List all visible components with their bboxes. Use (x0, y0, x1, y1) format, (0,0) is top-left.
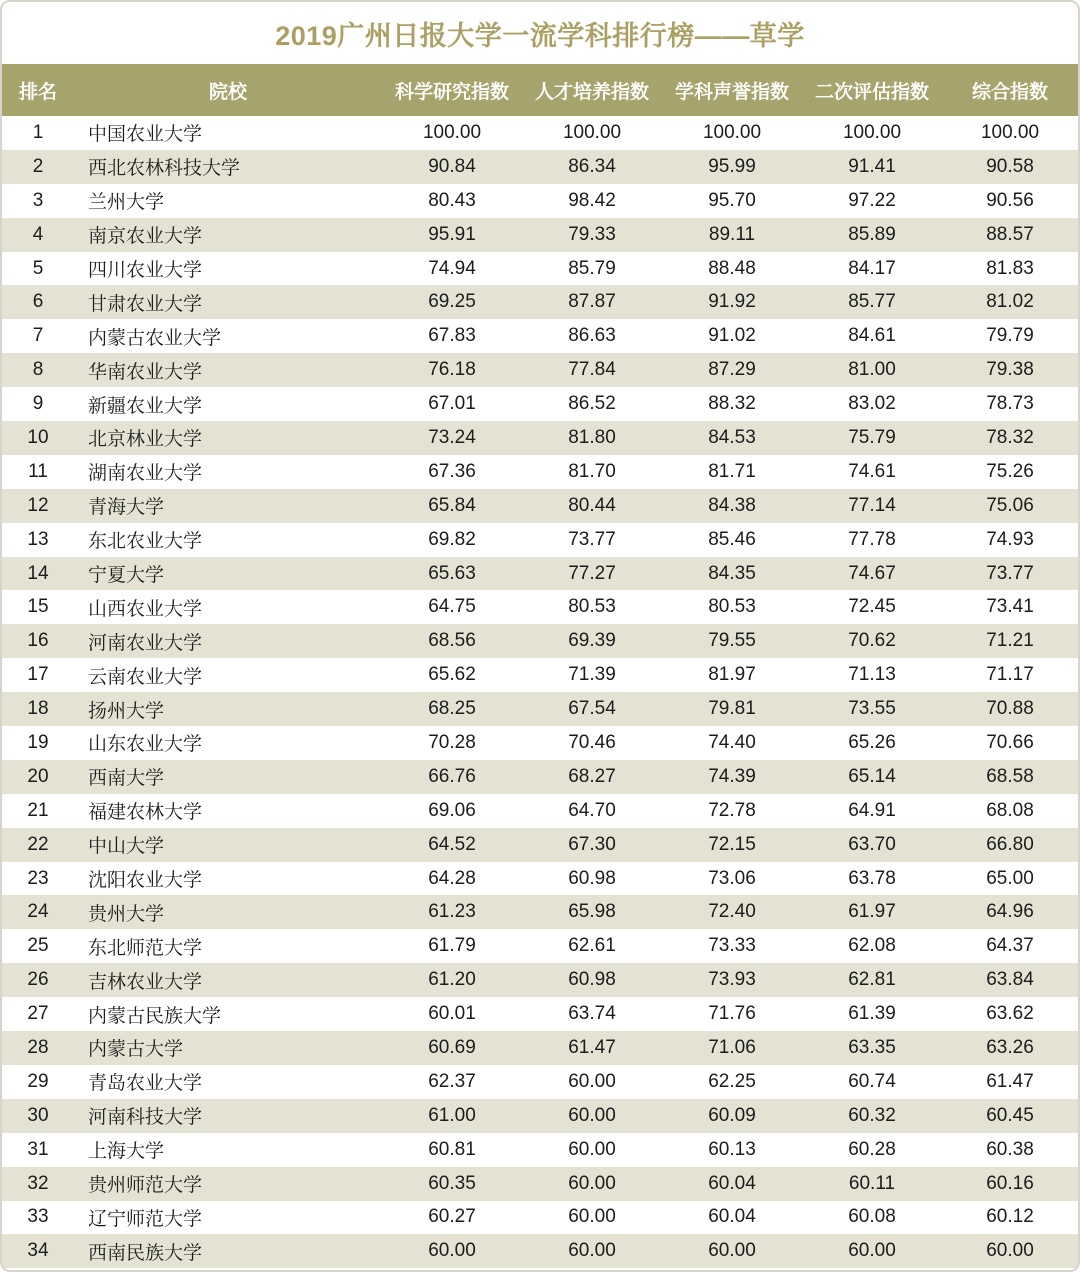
composite-score-cell: 81.83 (986, 257, 1034, 279)
table-row (2, 421, 1078, 455)
talent-score-cell: 63.74 (568, 1003, 616, 1025)
research-score-cell: 65.84 (428, 494, 476, 516)
talent-score-cell: 61.47 (568, 1036, 616, 1058)
secondary-score-cell: 91.41 (848, 155, 896, 177)
rank-cell: 1 (32, 121, 44, 143)
reputation-score-cell: 60.09 (708, 1104, 756, 1126)
research-score-cell: 80.43 (428, 189, 476, 211)
talent-score-cell: 60.98 (568, 969, 616, 991)
talent-score-cell: 98.42 (568, 189, 616, 211)
table-row (2, 252, 1078, 286)
talent-score-cell: 60.00 (568, 1070, 616, 1092)
table-row (2, 218, 1078, 252)
talent-score-cell: 64.70 (568, 799, 616, 821)
reputation-score-cell: 72.78 (708, 799, 756, 821)
reputation-score-cell: 72.15 (708, 833, 756, 855)
secondary-score-cell: 97.22 (848, 189, 896, 211)
rank-cell: 20 (27, 765, 49, 787)
university-cell: 内蒙古大学 (88, 1039, 184, 1061)
university-cell: 贵州师范大学 (88, 1175, 203, 1197)
talent-score-cell: 60.00 (568, 1206, 616, 1228)
university-cell: 内蒙古农业大学 (88, 327, 222, 349)
research-score-cell: 67.36 (428, 460, 476, 482)
talent-score-cell: 71.39 (568, 664, 616, 686)
rank-cell: 18 (27, 698, 49, 720)
university-cell: 西南民族大学 (88, 1242, 203, 1264)
university-cell: 南京农业大学 (88, 226, 203, 248)
rank-cell: 32 (27, 1172, 49, 1194)
secondary-score-cell: 63.78 (848, 867, 896, 889)
university-cell: 东北农业大学 (88, 531, 203, 553)
table-row (2, 828, 1078, 862)
composite-score-cell: 60.00 (986, 1240, 1034, 1262)
research-score-cell: 61.23 (428, 901, 476, 923)
talent-score-cell: 80.44 (568, 494, 616, 516)
table-row (2, 523, 1078, 557)
table-row (2, 1234, 1078, 1268)
research-score-cell: 65.62 (428, 664, 476, 686)
reputation-score-cell: 71.76 (708, 1003, 756, 1025)
university-cell: 北京林业大学 (88, 429, 203, 451)
university-cell: 东北师范大学 (88, 937, 203, 959)
table-row (2, 590, 1078, 624)
table-row (2, 285, 1078, 319)
reputation-score-cell: 60.04 (708, 1172, 756, 1194)
rank-cell: 8 (32, 359, 44, 381)
research-score-cell: 65.63 (428, 562, 476, 584)
table-row (2, 184, 1078, 218)
research-score-cell: 60.69 (428, 1036, 476, 1058)
reputation-score-cell: 72.40 (708, 901, 756, 923)
talent-score-cell: 65.98 (568, 901, 616, 923)
research-score-cell: 76.18 (428, 359, 476, 381)
talent-score-cell: 77.27 (568, 562, 616, 584)
rank-cell: 21 (27, 799, 49, 821)
research-score-cell: 74.94 (428, 257, 476, 279)
composite-score-cell: 78.73 (986, 393, 1034, 415)
secondary-score-cell: 85.77 (848, 291, 896, 313)
talent-score-cell: 81.80 (568, 426, 616, 448)
university-cell: 云南农业大学 (88, 666, 203, 688)
table-row (2, 760, 1078, 794)
research-score-cell: 69.82 (428, 528, 476, 550)
reputation-score-cell: 60.13 (708, 1138, 756, 1160)
rank-cell: 33 (27, 1206, 49, 1228)
rank-cell: 30 (27, 1104, 49, 1126)
composite-score-cell: 88.57 (986, 223, 1034, 245)
rank-cell: 34 (27, 1240, 49, 1262)
table-row (2, 557, 1078, 591)
talent-score-cell: 67.30 (568, 833, 616, 855)
secondary-score-cell: 84.17 (848, 257, 896, 279)
composite-score-cell: 74.93 (986, 528, 1034, 550)
secondary-score-cell: 63.70 (848, 833, 896, 855)
university-cell: 内蒙古民族大学 (88, 1005, 222, 1027)
rank-cell: 26 (27, 969, 49, 991)
composite-score-cell: 90.56 (986, 189, 1034, 211)
column-header-composite-index: 综合指数 (942, 64, 1078, 116)
secondary-score-cell: 77.14 (848, 494, 896, 516)
secondary-score-cell: 75.79 (848, 426, 896, 448)
rank-cell: 17 (27, 664, 49, 686)
table-row (2, 1167, 1078, 1201)
table-row (2, 692, 1078, 726)
talent-score-cell: 85.79 (568, 257, 616, 279)
research-score-cell: 95.91 (428, 223, 476, 245)
talent-score-cell: 62.61 (568, 935, 616, 957)
university-cell: 吉林农业大学 (88, 971, 203, 993)
research-score-cell: 64.28 (428, 867, 476, 889)
composite-score-cell: 73.77 (986, 562, 1034, 584)
rank-cell: 29 (27, 1070, 49, 1092)
composite-score-cell: 79.79 (986, 325, 1034, 347)
reputation-score-cell: 79.81 (708, 698, 756, 720)
composite-score-cell: 75.26 (986, 460, 1034, 482)
rank-cell: 28 (27, 1036, 49, 1058)
university-cell: 宁夏大学 (88, 565, 165, 587)
table-row (2, 319, 1078, 353)
table-row (2, 929, 1078, 963)
university-cell: 扬州大学 (88, 700, 165, 722)
rank-cell: 15 (27, 596, 49, 618)
reputation-score-cell: 91.02 (708, 325, 756, 347)
secondary-score-cell: 85.89 (848, 223, 896, 245)
talent-score-cell: 60.98 (568, 867, 616, 889)
table-header-row (2, 64, 1078, 116)
research-score-cell: 60.01 (428, 1003, 476, 1025)
talent-score-cell: 86.63 (568, 325, 616, 347)
reputation-score-cell: 85.46 (708, 528, 756, 550)
reputation-score-cell: 74.40 (708, 731, 756, 753)
rank-cell: 22 (27, 833, 49, 855)
table-row (2, 726, 1078, 760)
secondary-score-cell: 63.35 (848, 1036, 896, 1058)
talent-score-cell: 70.46 (568, 731, 616, 753)
rank-cell: 9 (32, 393, 44, 415)
secondary-score-cell: 77.78 (848, 528, 896, 550)
talent-score-cell: 69.39 (568, 630, 616, 652)
research-score-cell: 69.06 (428, 799, 476, 821)
reputation-score-cell: 91.92 (708, 291, 756, 313)
rank-cell: 31 (27, 1138, 49, 1160)
rank-cell: 13 (27, 528, 49, 550)
composite-score-cell: 63.62 (986, 1003, 1034, 1025)
secondary-score-cell: 81.00 (848, 359, 896, 381)
table-row (2, 1031, 1078, 1065)
secondary-score-cell: 61.97 (848, 901, 896, 923)
talent-score-cell: 60.00 (568, 1138, 616, 1160)
reputation-score-cell: 79.55 (708, 630, 756, 652)
research-score-cell: 64.52 (428, 833, 476, 855)
reputation-score-cell: 88.32 (708, 393, 756, 415)
university-cell: 山东农业大学 (88, 734, 203, 756)
composite-score-cell: 73.41 (986, 596, 1034, 618)
composite-score-cell: 61.47 (986, 1070, 1034, 1092)
rank-cell: 2 (32, 155, 44, 177)
rank-cell: 3 (32, 189, 44, 211)
research-score-cell: 70.28 (428, 731, 476, 753)
table-header (2, 64, 1078, 116)
composite-score-cell: 78.32 (986, 426, 1034, 448)
secondary-score-cell: 61.39 (848, 1003, 896, 1025)
composite-score-cell: 70.66 (986, 731, 1034, 753)
secondary-score-cell: 74.61 (848, 460, 896, 482)
university-cell: 西北农林科技大学 (88, 158, 241, 180)
composite-score-cell: 75.06 (986, 494, 1034, 516)
rank-cell: 10 (27, 426, 49, 448)
composite-score-cell: 70.88 (986, 698, 1034, 720)
table-row (2, 1099, 1078, 1133)
table-row (2, 387, 1078, 421)
composite-score-cell: 63.84 (986, 969, 1034, 991)
table-row (2, 489, 1078, 523)
secondary-score-cell: 60.11 (848, 1172, 896, 1194)
secondary-score-cell: 84.61 (848, 325, 896, 347)
talent-score-cell: 86.34 (568, 155, 616, 177)
rank-cell: 24 (27, 901, 49, 923)
composite-score-cell: 71.21 (986, 630, 1034, 652)
university-cell: 沈阳农业大学 (88, 870, 203, 892)
table-row (2, 1201, 1078, 1235)
composite-score-cell: 60.45 (986, 1104, 1034, 1126)
table-row (2, 862, 1078, 896)
talent-score-cell: 68.27 (568, 765, 616, 787)
reputation-score-cell: 60.04 (708, 1206, 756, 1228)
composite-score-cell: 65.00 (986, 867, 1034, 889)
talent-score-cell: 60.00 (568, 1240, 616, 1262)
column-header-talent-index: 人才培养指数 (522, 64, 662, 116)
composite-score-cell: 100.00 (980, 121, 1040, 143)
reputation-score-cell: 71.06 (708, 1036, 756, 1058)
talent-score-cell: 77.84 (568, 359, 616, 381)
composite-score-cell: 60.12 (986, 1206, 1034, 1228)
table-row (2, 150, 1078, 184)
reputation-score-cell: 100.00 (702, 121, 762, 143)
table-row (2, 997, 1078, 1031)
ranking-table (2, 64, 1078, 1268)
university-cell: 甘肃农业大学 (88, 293, 203, 315)
rank-cell: 14 (27, 562, 49, 584)
university-cell: 贵州大学 (88, 903, 165, 925)
table-row (2, 1133, 1078, 1167)
secondary-score-cell: 71.13 (848, 664, 896, 686)
table-row (2, 895, 1078, 929)
reputation-score-cell: 73.93 (708, 969, 756, 991)
research-score-cell: 73.24 (428, 426, 476, 448)
column-header-secondary-index: 二次评估指数 (802, 64, 942, 116)
talent-score-cell: 80.53 (568, 596, 616, 618)
rank-cell: 6 (32, 291, 44, 313)
composite-score-cell: 60.16 (986, 1172, 1034, 1194)
talent-score-cell: 73.77 (568, 528, 616, 550)
secondary-score-cell: 83.02 (848, 393, 896, 415)
research-score-cell: 60.81 (428, 1138, 476, 1160)
composite-score-cell: 81.02 (986, 291, 1034, 313)
research-score-cell: 60.35 (428, 1172, 476, 1194)
university-cell: 青岛农业大学 (88, 1073, 203, 1095)
secondary-score-cell: 60.32 (848, 1104, 896, 1126)
secondary-score-cell: 60.74 (848, 1070, 896, 1092)
secondary-score-cell: 73.55 (848, 698, 896, 720)
talent-score-cell: 60.00 (568, 1104, 616, 1126)
secondary-score-cell: 60.28 (848, 1138, 896, 1160)
composite-score-cell: 79.38 (986, 359, 1034, 381)
secondary-score-cell: 60.08 (848, 1206, 896, 1228)
composite-score-cell: 64.96 (986, 901, 1034, 923)
rank-cell: 27 (27, 1003, 49, 1025)
university-cell: 西南大学 (88, 768, 165, 790)
secondary-score-cell: 72.45 (848, 596, 896, 618)
secondary-score-cell: 62.08 (848, 935, 896, 957)
university-cell: 上海大学 (88, 1141, 165, 1163)
table-row (2, 455, 1078, 489)
rank-cell: 19 (27, 731, 49, 753)
talent-score-cell: 81.70 (568, 460, 616, 482)
composite-score-cell: 66.80 (986, 833, 1034, 855)
talent-score-cell: 86.52 (568, 393, 616, 415)
table-row (2, 963, 1078, 997)
university-cell: 华南农业大学 (88, 361, 203, 383)
table-row (2, 794, 1078, 828)
secondary-score-cell: 62.81 (848, 969, 896, 991)
column-header-reputation-index: 学科声誉指数 (662, 64, 802, 116)
composite-score-cell: 64.37 (986, 935, 1034, 957)
reputation-score-cell: 62.25 (708, 1070, 756, 1092)
talent-score-cell: 87.87 (568, 291, 616, 313)
university-cell: 中国农业大学 (88, 124, 203, 146)
composite-score-cell: 68.58 (986, 765, 1034, 787)
university-cell: 河南科技大学 (88, 1107, 203, 1129)
table-row (2, 658, 1078, 692)
composite-score-cell: 90.58 (986, 155, 1034, 177)
university-cell: 福建农林大学 (88, 802, 203, 824)
composite-score-cell: 63.26 (986, 1036, 1034, 1058)
secondary-score-cell: 64.91 (848, 799, 896, 821)
rank-cell: 23 (27, 867, 49, 889)
secondary-score-cell: 70.62 (848, 630, 896, 652)
research-score-cell: 64.75 (428, 596, 476, 618)
rank-cell: 12 (27, 494, 49, 516)
composite-score-cell: 60.38 (986, 1138, 1034, 1160)
rank-cell: 16 (27, 630, 49, 652)
table-row (2, 1065, 1078, 1099)
research-score-cell: 60.00 (428, 1240, 476, 1262)
rank-cell: 25 (27, 935, 49, 957)
table-body (2, 116, 1078, 1268)
research-score-cell: 61.20 (428, 969, 476, 991)
reputation-score-cell: 84.38 (708, 494, 756, 516)
composite-score-cell: 68.08 (986, 799, 1034, 821)
research-score-cell: 62.37 (428, 1070, 476, 1092)
reputation-score-cell: 84.53 (708, 426, 756, 448)
table-row (2, 353, 1078, 387)
research-score-cell: 67.01 (428, 393, 476, 415)
research-score-cell: 100.00 (422, 121, 482, 143)
university-cell: 四川农业大学 (88, 260, 203, 281)
university-cell: 河南农业大学 (88, 632, 203, 654)
reputation-score-cell: 73.33 (708, 935, 756, 957)
rank-cell: 7 (32, 325, 44, 347)
research-score-cell: 68.25 (428, 698, 476, 720)
university-cell: 山西农业大学 (88, 598, 203, 620)
column-header-university: 院校 (74, 64, 382, 116)
university-cell: 辽宁师范大学 (88, 1208, 203, 1230)
secondary-score-cell: 65.26 (848, 731, 896, 753)
secondary-score-cell: 74.67 (848, 562, 896, 584)
reputation-score-cell: 74.39 (708, 765, 756, 787)
research-score-cell: 61.79 (428, 935, 476, 957)
talent-score-cell: 67.54 (568, 698, 616, 720)
university-cell: 中山大学 (88, 836, 165, 858)
talent-score-cell: 60.00 (568, 1172, 616, 1194)
talent-score-cell: 79.33 (568, 223, 616, 245)
rank-cell: 4 (32, 223, 44, 245)
table-row (2, 624, 1078, 658)
university-cell: 新疆农业大学 (88, 395, 203, 417)
reputation-score-cell: 89.11 (708, 223, 756, 245)
secondary-score-cell: 100.00 (842, 121, 902, 143)
secondary-score-cell: 60.00 (848, 1240, 896, 1262)
column-header-research-index: 科学研究指数 (382, 64, 522, 116)
reputation-score-cell: 95.70 (708, 189, 756, 211)
research-score-cell: 66.76 (428, 765, 476, 787)
secondary-score-cell: 65.14 (848, 765, 896, 787)
reputation-score-cell: 60.00 (708, 1240, 756, 1262)
table-row (2, 116, 1078, 150)
reputation-score-cell: 87.29 (708, 359, 756, 381)
reputation-score-cell: 81.71 (708, 460, 756, 482)
research-score-cell: 69.25 (428, 291, 476, 313)
university-cell: 湖南农业大学 (88, 463, 203, 485)
reputation-score-cell: 95.99 (708, 155, 756, 177)
column-header-rank: 排名 (2, 64, 74, 116)
reputation-score-cell: 81.97 (708, 664, 756, 686)
reputation-score-cell: 73.06 (708, 867, 756, 889)
rank-cell: 5 (32, 257, 44, 279)
reputation-score-cell: 80.53 (708, 596, 756, 618)
talent-score-cell: 100.00 (562, 121, 622, 143)
research-score-cell: 60.27 (428, 1206, 476, 1228)
research-score-cell: 67.83 (428, 325, 476, 347)
reputation-score-cell: 88.48 (708, 257, 756, 279)
rank-cell: 11 (28, 460, 48, 482)
university-cell: 兰州大学 (88, 192, 165, 214)
research-score-cell: 61.00 (428, 1104, 476, 1126)
research-score-cell: 90.84 (428, 155, 476, 177)
composite-score-cell: 71.17 (986, 664, 1034, 686)
university-cell: 青海大学 (88, 497, 165, 519)
research-score-cell: 68.56 (428, 630, 476, 652)
page-title: 2019广州日报大学一流学科排行榜——草学 (275, 20, 805, 51)
reputation-score-cell: 84.35 (708, 562, 756, 584)
